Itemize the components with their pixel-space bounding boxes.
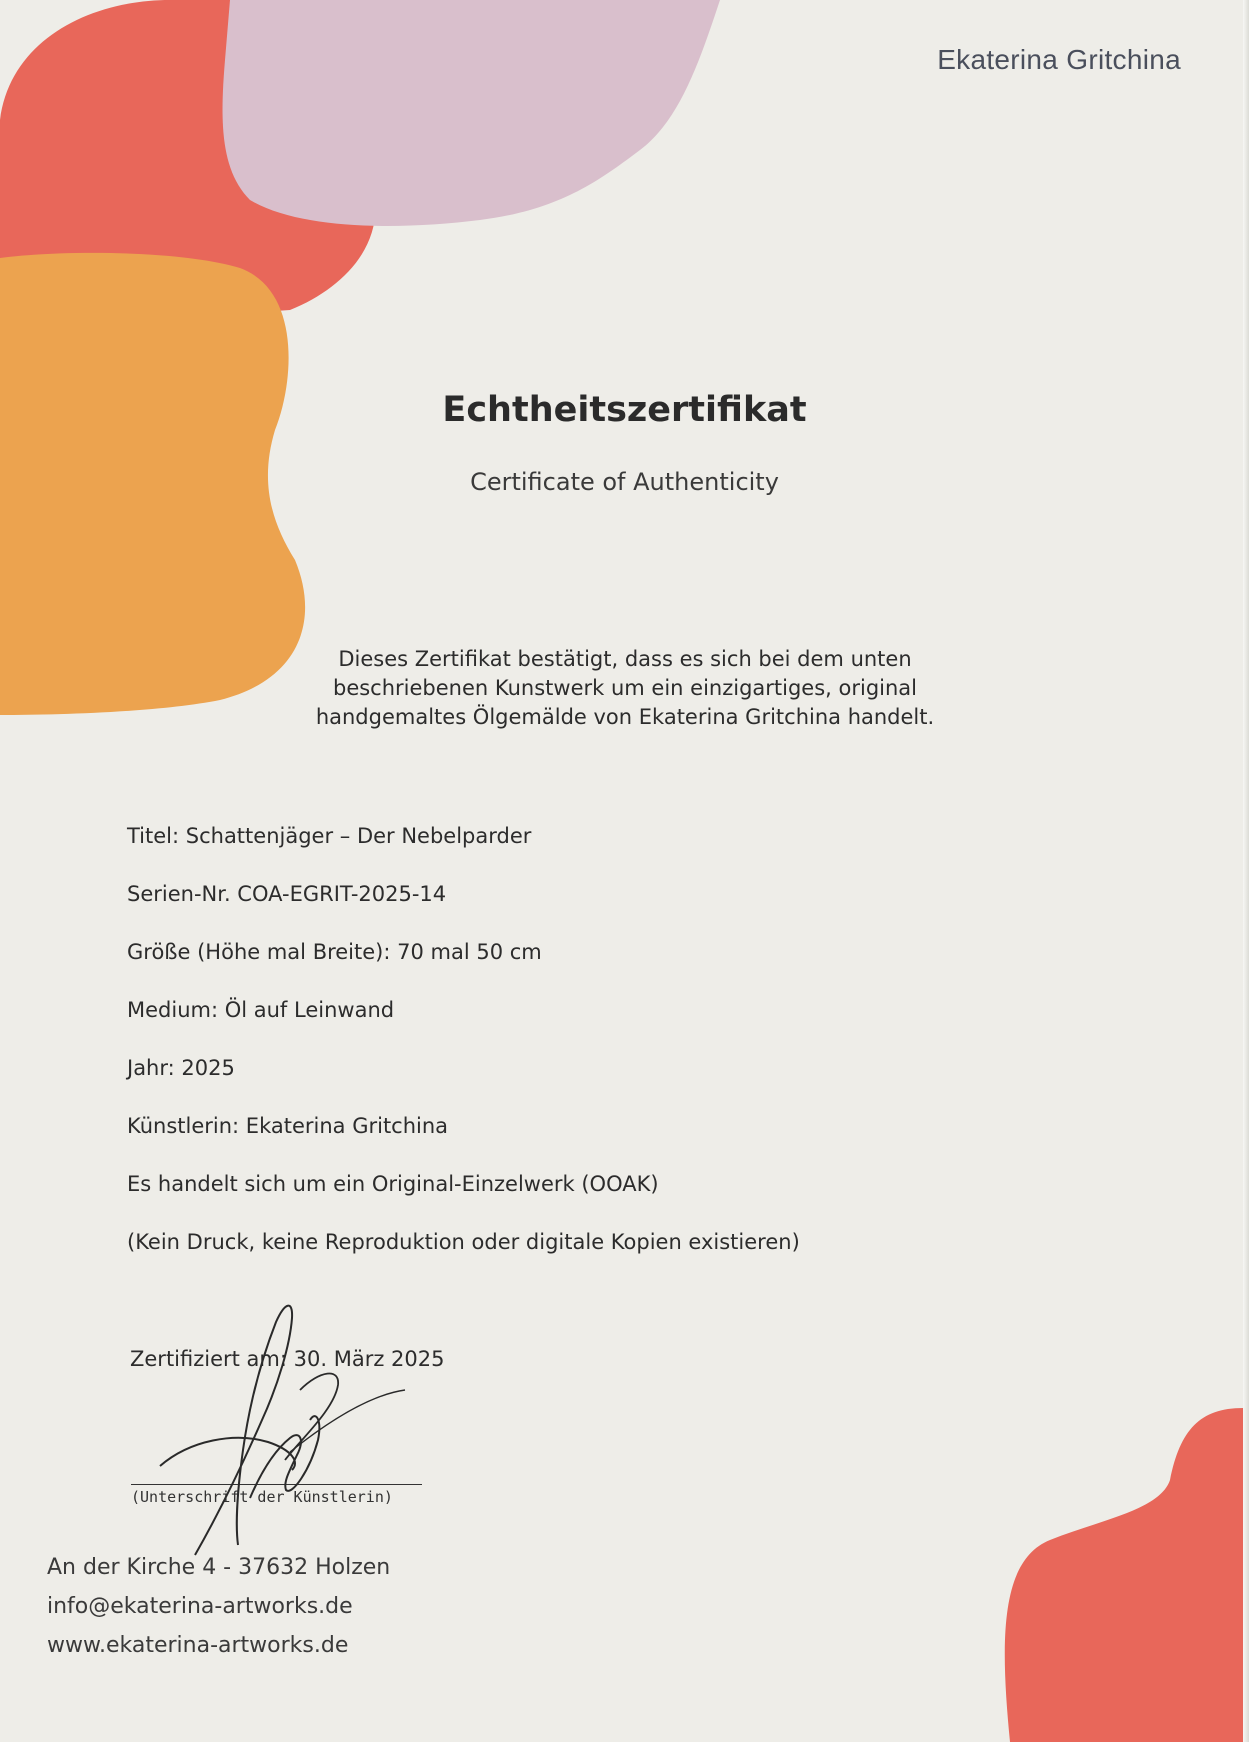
contact-email: info@ekaterina-artworks.de [47,1594,353,1619]
detail-title: Titel: Schattenjäger – Der Nebelparder [127,824,532,848]
detail-year: Jahr: 2025 [127,1056,235,1080]
brand-name: Ekaterina Gritchina [937,44,1181,75]
page-subtitle: Certificate of Authenticity [470,468,779,496]
contact-address: An der Kirche 4 - 37632 Holzen [47,1555,391,1580]
detail-medium: Medium: Öl auf Leinwand [127,998,395,1022]
page-edge [1243,0,1249,1742]
detail-no-copies: (Kein Druck, keine Reproduktion oder digitale Kopien existieren) [127,1230,800,1254]
intro-line: handgemaltes Ölgemälde von Ekaterina Gritchina handelt. [315,705,935,729]
intro-line: beschriebenen Kunstwerk um ein einzigartiges, original [332,676,918,700]
contact-block [47,1548,390,1665]
contact-website: www.ekaterina-artworks.de [47,1633,349,1658]
detail-artist: Künstlerin: Ekaterina Gritchina [127,1114,449,1138]
detail-size: Größe (Höhe mal Breite): 70 mal 50 cm [127,940,542,964]
intro-line: Dieses Zertifikat bestätigt, dass es sich bei dem unten [338,647,912,671]
detail-original: Es handelt sich um ein Original-Einzelwerk (OOAK) [127,1172,659,1196]
signature-caption: (Unterschrift der Künstlerin) [131,1488,393,1506]
certification-date: Zertifiziert am: 30. März 2025 [130,1347,445,1371]
page-title: Echtheitszertifikat [442,390,807,430]
detail-serial: Serien-Nr. COA-EGRIT-2025-14 [127,882,447,906]
